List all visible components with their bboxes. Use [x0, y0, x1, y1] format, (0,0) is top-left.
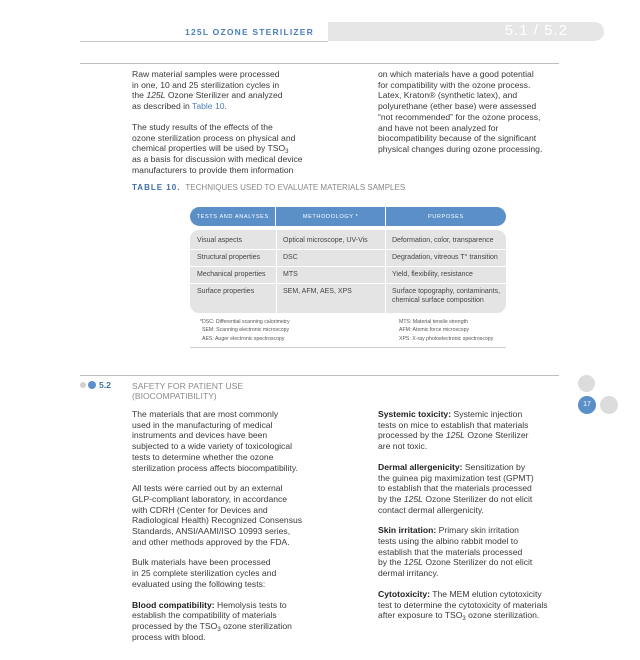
- footnotes-left: *DSC: Differential scanning calorimetry SEM: Scanning electronic microscopy AES: Auger electronic spectroscopy: [200, 319, 290, 342]
- table-row: [190, 288, 506, 305]
- intro-paragraph-1: Raw material samples were processed in one, 10 and 25 sterilization cycles in the 125L Ozone Sterilizer and analyzed as described in Table 10.: [132, 69, 283, 112]
- column-header-methodology: METHODOLOGY *: [275, 207, 384, 226]
- table-row: [190, 271, 506, 280]
- nav-dot-icon[interactable]: [600, 396, 618, 414]
- cell-purpose: Degradation, vitreous T° transition: [392, 254, 498, 261]
- table-caption-text: TECHNIQUES USED TO EVALUATE MATERIALS SAMPLES: [185, 183, 406, 192]
- footnotes-right: MTS: Material tensile strength AFM: Atomic force microscopy XPS: X-ray photoelectronic spectroscopy: [399, 319, 494, 342]
- row-divider: [190, 249, 506, 250]
- table-row: [190, 254, 506, 263]
- top-rule: [80, 63, 559, 64]
- intro-paragraph-2: The study results of the effects of the ozone sterilization process on physical and chemical properties will be used by $TSO_3$ as a basis for discussion with medical device manufacturers to provide them information: [132, 121, 303, 175]
- column-header-purposes: PURPOSES: [385, 207, 506, 226]
- bullet-dot-icon: [88, 381, 96, 389]
- cell-method: Optical microscope, UV-Vis: [283, 237, 368, 244]
- table-caption: [132, 183, 405, 192]
- section-paragraph-1: The materials that are most commonly used in the manufacturing of medical instruments and devices have been subjected to a wide variety of toxicological tests to determine whether the ozone sterilization process affects biocompatibility.: [132, 409, 298, 473]
- section-right-column: [378, 409, 568, 621]
- row-divider: [190, 283, 506, 284]
- table-10-link[interactable]: Table 10: [192, 101, 225, 112]
- intro-right-column: [378, 69, 568, 155]
- intro-paragraph-3: on which materials have a good potential for compatibility with the ozone process. Latex, Kraton® (synthetic latex), and polyurethane (ether base) were assessed “not recommended” for the ozone process, and have not been analyzed for biocompatibility because of the significant physical changes during ozone processing.: [378, 69, 543, 154]
- table-label: TABLE 10.: [132, 183, 181, 192]
- cell-test: Visual aspects: [197, 237, 243, 244]
- cell-test: Structural properties: [197, 254, 261, 261]
- section-indicator: 5.1 / 5.2: [504, 22, 568, 39]
- blood-compatibility-paragraph: Blood compatibility: Hemolysis tests to establish the compatibility of materials processed by the $TSO_3$ ozone sterilization process with blood.: [132, 599, 292, 642]
- table-header: [190, 207, 506, 226]
- section-paragraph-2: All tests were carried out by an external GLP-compliant laboratory, in accordance with CDRH (Center for Devices and Radiological Health) Recognized Consensus Standards, ANSI/AAMI/ISO 10993 series, and other methods approved by the FDA.: [132, 483, 303, 547]
- section-tab: [328, 22, 604, 41]
- cell-test: Surface properties: [197, 288, 255, 295]
- cell-purpose: Yield, flexibility, resistance: [392, 271, 473, 278]
- intro-left-column: [132, 69, 332, 175]
- section-paragraph-3: Bulk materials have been processed in 25 complete sterilization cycles and evaluated using the following tests:: [132, 557, 277, 589]
- row-divider: [190, 266, 506, 267]
- document-title: 125L OZONE STERILIZER: [185, 27, 314, 37]
- bullet-dot-icon: [80, 382, 86, 388]
- skin-irritation-paragraph: Skin irritation: Primary skin irritation tests using the albino rabbit model to establish that the materials processed by the 125L Ozone Sterilizer do not elicit dermal irritancy.: [378, 525, 533, 579]
- cell-purpose: Deformation, color, transparence: [392, 237, 494, 244]
- cell-test: Mechanical properties: [197, 271, 266, 278]
- table-body: [190, 230, 506, 313]
- section-title: SAFETY FOR PATIENT USE (BIOCOMPATIBILITY): [132, 381, 244, 401]
- cell-method: DSC: [283, 254, 298, 261]
- cell-method: MTS: [283, 271, 298, 278]
- section-left-column: [132, 409, 332, 642]
- footnote-rule: [190, 347, 506, 348]
- header-title-bar: [80, 22, 328, 42]
- page-number-badge[interactable]: 17: [578, 396, 596, 414]
- systemic-toxicity-paragraph: Systemic toxicity: Systemic injection tests on mice to establish that materials processed by the 125L Ozone Sterilizer are not toxic.: [378, 409, 529, 452]
- cell-purpose: Surface topography, contaminants, chemical surface composition: [392, 288, 501, 304]
- section-rule: [80, 375, 559, 376]
- column-header-tests: TESTS AND ANALYSES: [196, 213, 269, 220]
- table-row: [190, 237, 506, 246]
- cell-method: SEM, AFM, AES, XPS: [283, 288, 352, 295]
- cytotoxicity-paragraph: Cytotoxicity: The MEM elution cytotoxicity test to determine the cytotoxicity of materials after exposure to $TSO_3$ ozone sterilization.: [378, 588, 548, 623]
- dermal-allergenicity-paragraph: Dermal allergenicity: Sensitization by the guinea pig maximization test (GPMT) to establish that the materials processed by the 125L Ozone Sterilizer do not elicit contact dermal allergenicity.: [378, 461, 534, 515]
- nav-dot-icon[interactable]: [578, 375, 595, 392]
- section-number: 5.2: [99, 380, 111, 390]
